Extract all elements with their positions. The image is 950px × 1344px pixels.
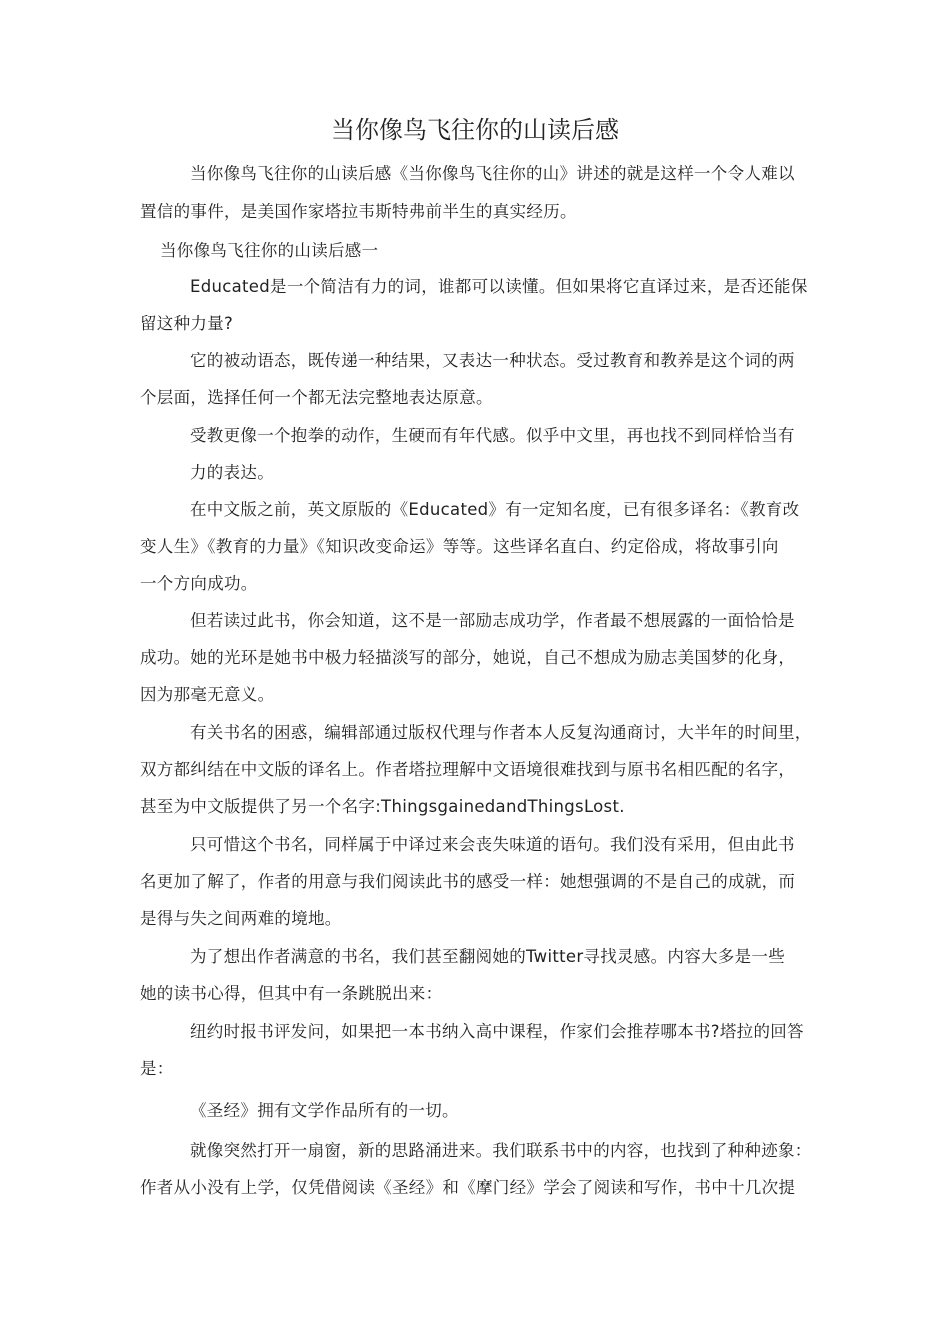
paragraph-line: 变人生》《教育的力量》《知识改变命运》等等。这些译名直白、约定俗成，将故事引向 xyxy=(140,537,779,556)
paragraph-line: 作者从小没有上学，仅凭借阅读《圣经》和《摩门经》学会了阅读和写作，书中十几次提 xyxy=(140,1178,796,1197)
paragraph-line: 为了想出作者满意的书名，我们甚至翻阅她的Twitter寻找灵感。内容大多是一些 xyxy=(190,947,786,966)
paragraph-line: 一个方向成功。 xyxy=(140,574,258,593)
page-title: 当你像鸟飞往你的山读后感 xyxy=(331,116,619,144)
paragraph-line: 受教更像一个抱拳的动作，生硬而有年代感。似乎中文里，再也找不到同样恰当有 xyxy=(190,426,795,445)
paragraph-line: 甚至为中文版提供了另一个名字:ThingsgainedandThingsLost. xyxy=(140,797,625,816)
paragraph-line: 但若读过此书，你会知道，这不是一部励志成功学，作者最不想展露的一面恰恰是 xyxy=(190,611,795,630)
paragraph-line: 只可惜这个书名，同样属于中译过来会丧失味道的语句。我们没有采用，但由此书 xyxy=(190,835,795,854)
paragraph-line: 有关书名的困惑，编辑部通过版权代理与作者本人反复沟通商讨，大半年的时间里， xyxy=(190,723,812,742)
paragraph-line: 名更加了解了，作者的用意与我们阅读此书的感受一样：她想强调的不是自己的成就，而 xyxy=(140,872,796,891)
paragraph-line: 力的表达。 xyxy=(190,463,274,482)
paragraph-line: Educated是一个简洁有力的词，谁都可以读懂。但如果将它直译过来，是否还能保 xyxy=(190,277,808,296)
paragraph-line: 成功。她的光环是她书中极力轻描淡写的部分，她说，自己不想成为励志美国梦的化身， xyxy=(140,648,796,667)
paragraph-line: 《圣经》拥有文学作品所有的一切。 xyxy=(190,1101,459,1120)
paragraph-line: 当你像鸟飞往你的山读后感《当你像鸟飞往你的山》讲述的就是这样一个令人难以 xyxy=(190,164,795,183)
paragraph-line: 是得与失之间两难的境地。 xyxy=(140,909,342,928)
paragraph-line: 双方都纠结在中文版的译名上。作者塔拉理解中文语境很难找到与原书名相匹配的名字， xyxy=(140,760,796,779)
paragraph-line: 就像突然打开一扇窗，新的思路涌进来。我们联系书中的内容，也找到了种种迹象： xyxy=(190,1141,812,1160)
paragraph-line: 个层面，选择任何一个都无法完整地表达原意。 xyxy=(140,388,493,407)
paragraph-line: 在中文版之前，英文原版的《Educated》有一定知名度，已有很多译名：《教育改 xyxy=(190,500,800,519)
paragraph-line: 纽约时报书评发问，如果把一本书纳入高中课程，作家们会推荐哪本书?塔拉的回答 xyxy=(190,1022,804,1041)
paragraph-line: 是： xyxy=(140,1059,174,1078)
paragraph-line: 留这种力量? xyxy=(140,314,234,333)
paragraph-line: 它的被动语态，既传递一种结果，又表达一种状态。受过教育和教养是这个词的两 xyxy=(190,351,795,370)
paragraph-line: 她的读书心得，但其中有一条跳脱出来： xyxy=(140,984,443,1003)
paragraph-line: 因为那毫无意义。 xyxy=(140,685,275,704)
section-heading: 当你像鸟飞往你的山读后感一 xyxy=(160,241,379,260)
paragraph-line: 置信的事件，是美国作家塔拉韦斯特弗前半生的真实经历。 xyxy=(140,202,577,221)
